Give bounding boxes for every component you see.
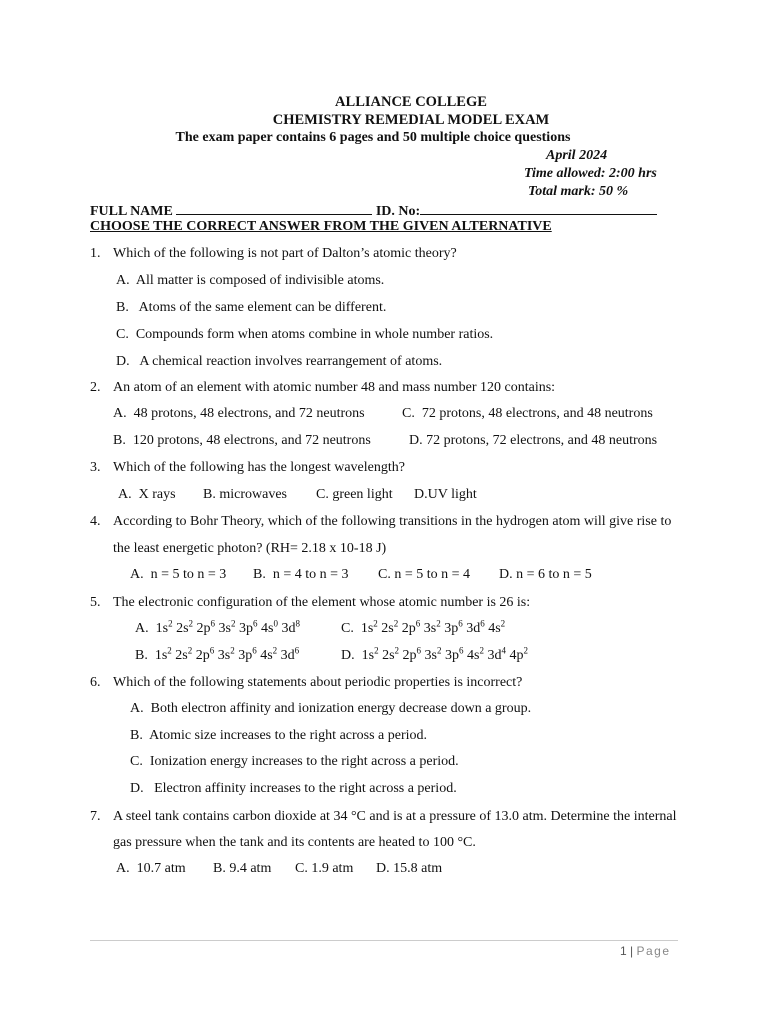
electron-count: 6 — [458, 645, 464, 656]
option-7b: B. 9.4 atm — [213, 861, 272, 876]
orbital-term: $3s^2$ — [218, 618, 236, 636]
option-6b: B. Atomic size increases to the right across a period. — [130, 728, 428, 743]
question-5 — [90, 595, 530, 611]
option-6a: A. Both electron affinity and ionization energy decrease down a group. — [130, 701, 532, 716]
total-mark: Total mark: 50 % — [528, 184, 629, 199]
instruction: CHOOSE THE CORRECT ANSWER FROM THE GIVEN ALTERNATIVE — [90, 219, 552, 234]
question-number: 4. — [90, 514, 101, 529]
option-3d: D.UV light — [414, 487, 477, 502]
electron-count: 0 — [273, 618, 278, 629]
electron-count: 6 — [416, 645, 422, 656]
option-3a: A. X rays — [118, 487, 176, 502]
electron-count: 2 — [230, 618, 236, 629]
orbital-term: $2p^6$ — [196, 618, 216, 636]
question-4 — [90, 514, 671, 530]
orbital-term: $3s^2$ — [424, 645, 442, 663]
orbital-term: $2p^6$ — [402, 645, 422, 663]
electron-count: 2 — [500, 618, 506, 629]
electron-count: 2 — [230, 645, 235, 656]
time-allowed: Time allowed: 2:00 hrs — [524, 166, 657, 181]
option-5b — [135, 645, 300, 664]
option-4d: D. n = 6 to n = 5 — [499, 567, 592, 582]
page-footer — [620, 944, 671, 958]
electron-count: 4 — [501, 645, 506, 656]
electron-count: 2 — [393, 618, 399, 629]
question-text: A steel tank contains carbon dioxide at 34 °C and is at a pressure of 13.0 atm. Determine the internal — [113, 809, 677, 824]
question-1 — [90, 246, 457, 262]
electron-count: 6 — [294, 645, 300, 656]
college-name: ALLIANCE COLLEGE — [335, 94, 487, 110]
exam-description: The exam paper contains 6 pages and 50 multiple choice questions — [175, 130, 571, 145]
orbital-term: $4p^2$ — [509, 645, 528, 663]
full-name-label: FULL NAME — [90, 204, 173, 219]
option-1c: C. Compounds form when atoms combine in whole number ratios. — [116, 327, 494, 342]
orbital-term: $1s^2$ — [155, 618, 173, 636]
footer-rule — [90, 940, 678, 941]
orbital-term: $2s^2$ — [381, 618, 399, 636]
question-4-continued: the least energetic photon? (RH= 2.18 x 10-18 J) — [113, 541, 387, 556]
option-1a: A. All matter is composed of indivisible atoms. — [116, 273, 385, 288]
option-6c: C. Ionization energy increases to the right across a period. — [130, 754, 459, 769]
orbital-term: $3p^6$ — [238, 618, 258, 636]
page-number: 1 — [620, 944, 627, 958]
question-number: 2. — [90, 380, 101, 395]
option-1d: D. A chemical reaction involves rearrangement of atoms. — [116, 354, 443, 369]
question-2 — [90, 380, 555, 396]
question-number: 3. — [90, 460, 101, 475]
question-6 — [90, 675, 522, 691]
orbital-term: $2s^2$ — [175, 645, 193, 663]
orbital-term: $3d^6$ — [280, 645, 300, 663]
option-2b: B. 120 protons, 48 electrons, and 72 neutrons — [113, 433, 371, 448]
electron-count: 2 — [188, 618, 194, 629]
electron-count: 6 — [209, 645, 215, 656]
option-letter: C. — [341, 621, 361, 636]
electron-count: 6 — [252, 645, 257, 656]
electron-count: 2 — [272, 645, 278, 656]
question-7 — [90, 809, 677, 825]
option-letter: A. — [135, 621, 156, 636]
option-7c: C. 1.9 atm — [295, 861, 354, 876]
option-5c — [341, 618, 506, 637]
orbital-term: $1s^2$ — [154, 645, 172, 663]
electron-count: 2 — [374, 645, 379, 656]
exam-date: April 2024 — [546, 148, 608, 163]
option-letter: D. — [341, 648, 362, 663]
option-2c: C. 72 protons, 48 electrons, and 48 neutrons — [402, 406, 653, 421]
id-label: ID. No: — [375, 204, 421, 219]
question-text: The electronic configuration of the element whose atomic number is 26 is: — [113, 595, 531, 610]
exam-title: CHEMISTRY REMEDIAL MODEL EXAM — [272, 112, 550, 128]
option-5a — [135, 618, 300, 637]
electron-count: 2 — [168, 618, 173, 629]
option-3c: C. green light — [316, 487, 393, 502]
question-number: 7. — [90, 809, 101, 824]
option-4c: C. n = 5 to n = 4 — [378, 567, 471, 582]
question-number: 5. — [90, 595, 101, 610]
orbital-term: $3d^6$ — [466, 618, 485, 636]
id-field[interactable] — [420, 202, 657, 215]
option-2d: D. 72 protons, 72 electrons, and 48 neutrons — [409, 433, 658, 448]
orbital-term: $3p^6$ — [238, 645, 257, 663]
electron-count: 2 — [373, 618, 378, 629]
orbital-term: $4s^0$ — [260, 618, 278, 636]
orbital-term: $3p^6$ — [444, 645, 464, 663]
orbital-term: $2s^2$ — [382, 645, 400, 663]
orbital-term: $2p^6$ — [195, 645, 215, 663]
electron-count: 6 — [252, 618, 258, 629]
page-label: Page — [636, 944, 671, 958]
electron-count: 2 — [436, 645, 442, 656]
electron-count: 6 — [210, 618, 216, 629]
orbital-term: $1s^2$ — [360, 618, 378, 636]
option-3b: B. microwaves — [203, 487, 287, 502]
option-6d: D. Electron affinity increases to the right across a period. — [130, 781, 457, 796]
question-text: An atom of an element with atomic number 48 and mass number 120 contains: — [113, 380, 556, 395]
option-letter: B. — [135, 648, 155, 663]
name-id-row — [90, 202, 657, 220]
question-3 — [90, 460, 405, 476]
page-separator: | — [630, 944, 634, 958]
orbital-term: $2p^6$ — [401, 618, 421, 636]
question-text: Which of the following statements about periodic properties is incorrect? — [113, 675, 523, 690]
orbital-term: $3s^2$ — [423, 618, 441, 636]
orbital-term: $4s^2$ — [260, 645, 278, 663]
orbital-term: $3d^8$ — [281, 618, 300, 636]
question-number: 6. — [90, 675, 101, 690]
orbital-term: $1s^2$ — [361, 645, 379, 663]
electron-count: 2 — [187, 645, 193, 656]
electron-count: 8 — [295, 618, 300, 629]
electron-count: 2 — [479, 645, 484, 656]
orbital-term: $4s^2$ — [466, 645, 484, 663]
full-name-field[interactable] — [176, 202, 372, 215]
orbital-term: $4s^2$ — [488, 618, 506, 636]
electron-count: 6 — [480, 618, 485, 629]
electron-count: 2 — [167, 645, 172, 656]
option-7a: A. 10.7 atm — [116, 861, 186, 876]
question-text: Which of the following has the longest wavelength? — [113, 460, 405, 475]
question-7-continued: gas pressure when the tank and its contents are heated to 100 °C. — [113, 835, 476, 850]
electron-count: 6 — [415, 618, 421, 629]
option-1b: B. Atoms of the same element can be different. — [116, 300, 387, 315]
electron-count: 6 — [458, 618, 463, 629]
orbital-term: $2s^2$ — [176, 618, 194, 636]
option-7d: D. 15.8 atm — [376, 861, 443, 876]
question-text: According to Bohr Theory, which of the following transitions in the hydrogen atom will give rise to — [113, 514, 672, 529]
orbital-term: $3d^4$ — [487, 645, 506, 663]
electron-count: 2 — [394, 645, 400, 656]
question-text: Which of the following is not part of Dalton’s atomic theory? — [113, 246, 457, 261]
electron-count: 2 — [436, 618, 441, 629]
option-4a: A. n = 5 to n = 3 — [130, 567, 227, 582]
electron-count: 2 — [523, 645, 528, 656]
option-2a: A. 48 protons, 48 electrons, and 72 neutrons — [113, 406, 365, 421]
orbital-term: $3p^6$ — [444, 618, 463, 636]
option-4b: B. n = 4 to n = 3 — [253, 567, 349, 582]
option-5d — [341, 645, 528, 664]
question-number: 1. — [90, 246, 101, 261]
orbital-term: $3s^2$ — [217, 645, 235, 663]
